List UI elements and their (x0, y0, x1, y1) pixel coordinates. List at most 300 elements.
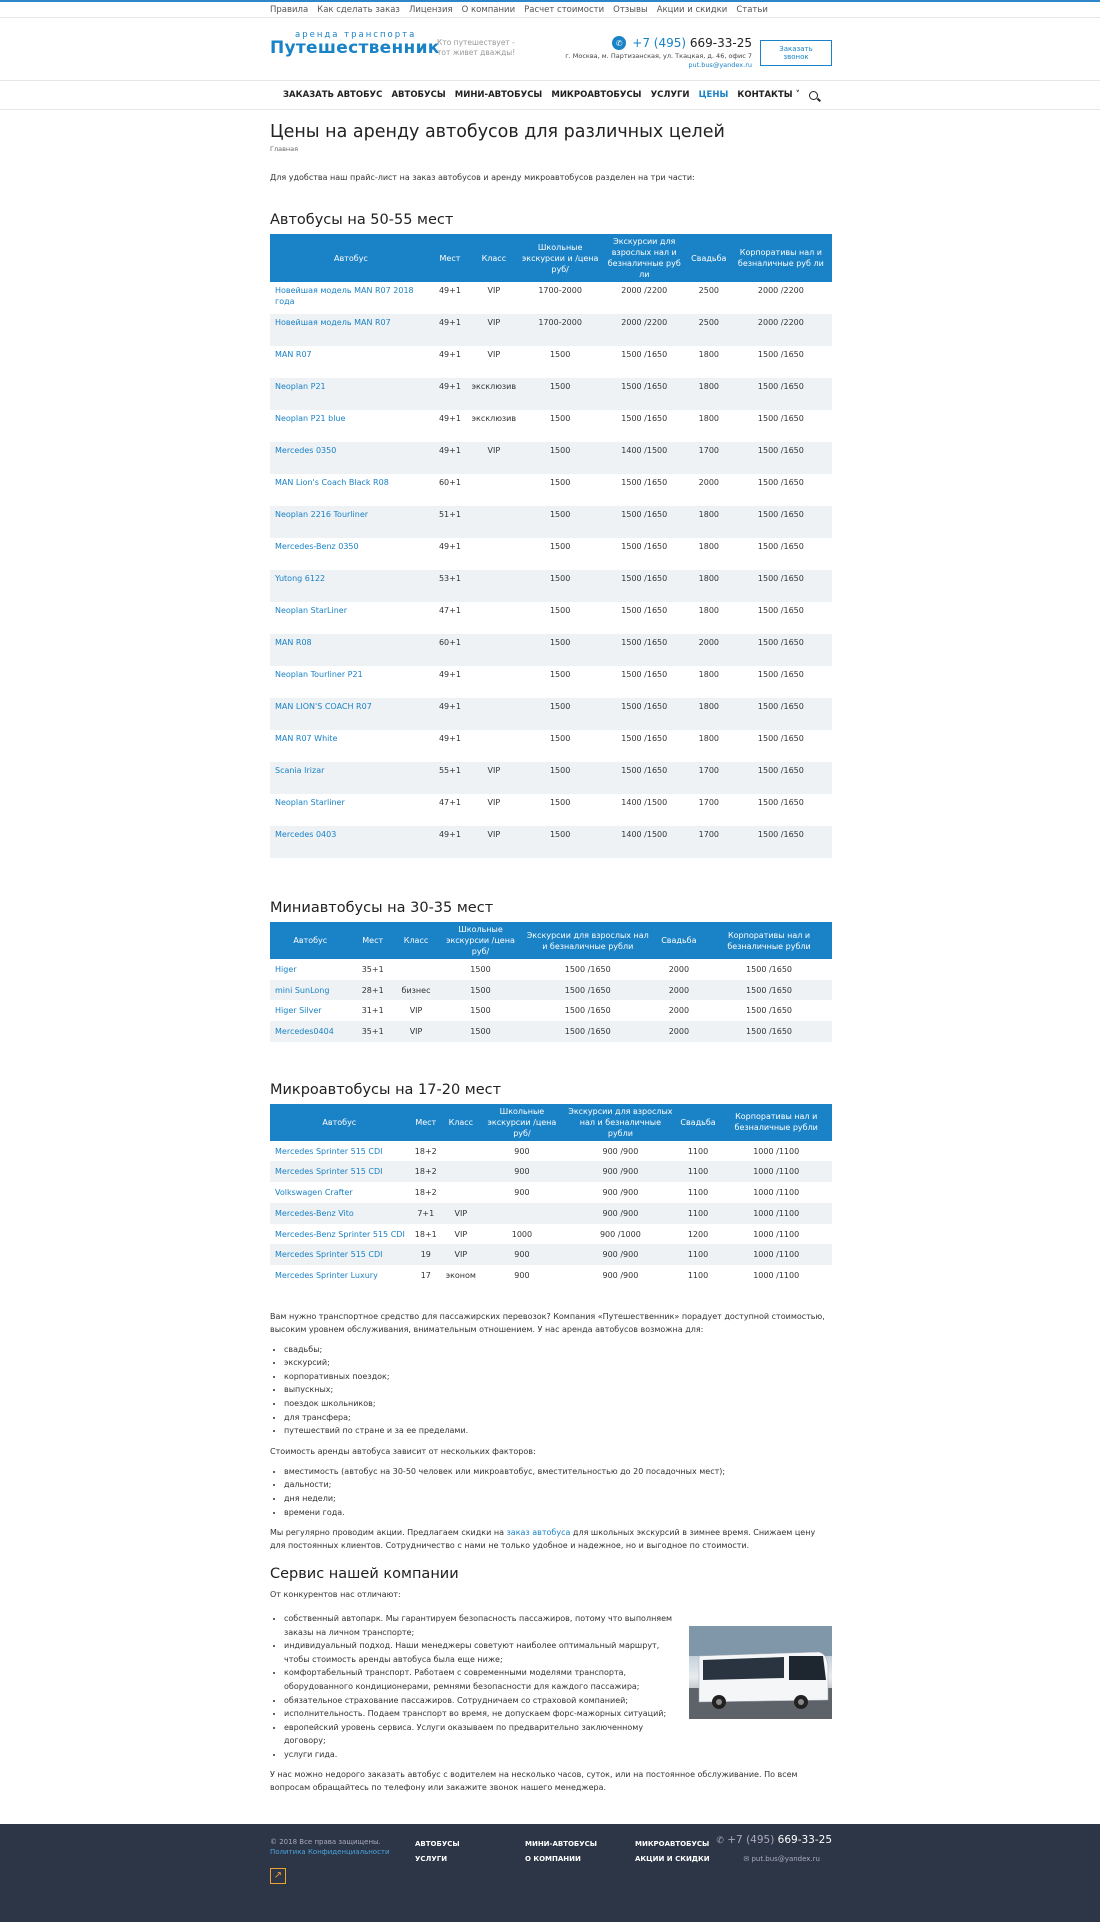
table-cell (270, 474, 432, 506)
table-cell (468, 474, 520, 506)
table-cell: 1500 /1650 (730, 826, 832, 858)
table-cell (468, 506, 520, 538)
top-link-license[interactable]: Лицензия (408, 4, 453, 15)
column-header: Корпоративы нал и безналичные рубли (706, 922, 832, 959)
list-item: • свадьбы; (284, 1343, 832, 1357)
table-cell: 49+1 (438, 414, 461, 423)
top-link-rules[interactable]: Правила (270, 4, 309, 15)
table-cell: VIP (468, 826, 520, 858)
table-cell: 1500 /1650 (601, 570, 688, 602)
vehicle-link[interactable]: Mercedes-Benz Sprinter 515 CDI (275, 1229, 405, 1239)
table-row (270, 826, 832, 858)
top-menu-bar (0, 2, 1100, 17)
table-cell: 1800 (688, 698, 730, 730)
table-cell: 1500 (470, 965, 491, 974)
table-cell: VIP (409, 1006, 423, 1016)
table-cell: 900 /900 (602, 1188, 639, 1198)
table-cell: 1500 /1650 (746, 965, 793, 974)
table-row (270, 346, 832, 378)
table-cell: 18+1 (414, 1229, 437, 1239)
vehicle-link[interactable]: MAN R07 (275, 350, 312, 359)
table-cell (270, 378, 432, 410)
table-cell: 1700 (698, 798, 719, 807)
table-cell: эконом (445, 1270, 476, 1280)
table-cell (270, 634, 432, 666)
table-cell: 1500 (549, 670, 571, 679)
top-link-promos[interactable]: Акции и скидки (656, 4, 728, 15)
column-header: Свадьба (676, 1104, 721, 1141)
footer-phone[interactable]: ✆ +7 (495) 669-33-25 (716, 1833, 832, 1846)
table-cell: 1000 /1100 (753, 1146, 800, 1156)
table-cell: 1500 /1650 (757, 542, 804, 551)
vehicle-link[interactable]: Volkswagen Crafter (275, 1188, 353, 1198)
table-cell (270, 698, 432, 730)
table-cell: 1800 (698, 670, 719, 679)
table-cell (270, 1182, 409, 1203)
table-cell (468, 538, 520, 570)
tbl-micro (270, 1104, 832, 1286)
table-cell (468, 666, 520, 698)
table-cell: 2500 (688, 314, 730, 346)
list-item: • вместимость (автобус на 30-50 человек или микроавтобус, вместительностью до 20 посадочных мест); (284, 1465, 832, 1479)
vehicle-link[interactable]: Mercedes Sprinter 515 CDI (275, 1250, 383, 1260)
table-cell: 1500 (520, 826, 601, 858)
table-row (270, 1161, 832, 1182)
top-link-calculation[interactable]: Расчет стоимости (524, 4, 605, 15)
table-cell: 1500 /1650 (757, 798, 804, 807)
table-cell: 1100 (676, 1161, 721, 1182)
table-cell: 1800 (688, 570, 730, 602)
list-item: • услуги гида. (284, 1748, 684, 1762)
table-row (270, 698, 832, 730)
table-cell: 1000 (511, 1229, 533, 1239)
vehicle-link[interactable]: Mercedes 0350 (275, 446, 337, 455)
table-cell (468, 634, 520, 666)
table-heading: Автобусы на 50-55 мест (270, 212, 454, 228)
table-cell: 2000 /2200 (601, 314, 688, 346)
table-cell: 900 /900 (565, 1203, 675, 1224)
table-cell: 2000 /2200 (757, 286, 804, 295)
table-cell: 28+1 (351, 980, 395, 1001)
column-header: Школьные экскурсии и /цена руб/ (520, 234, 601, 282)
breadcrumb[interactable]: Главная (270, 145, 299, 153)
table-row (270, 442, 832, 474)
table-cell: 1500 /1650 (524, 1021, 652, 1042)
list-item: • исполнительность. Подаем транспорт во время, не допускаем форс-мажорных ситуаций; (284, 1707, 684, 1721)
table-cell: 1800 (698, 414, 719, 423)
table-row (270, 538, 832, 570)
table-cell: 900 (514, 1188, 530, 1198)
table-cell: 1500 (549, 798, 571, 807)
column-header: Экскурсии для взрослых нал и безналичные руб ли (601, 234, 688, 282)
table-cell: 1500 (520, 762, 601, 794)
table-cell: 1500 /1650 (730, 762, 832, 794)
column-header: Свадьба (652, 922, 706, 959)
table-cell: 1500 /1650 (621, 414, 668, 423)
site-footer (0, 1824, 1100, 1922)
table-cell: 1500 /1650 (706, 1021, 832, 1042)
footer-link-promos[interactable]: АКЦИИ И СКИДКИ (635, 1854, 710, 1863)
table-cell: 1500 /1650 (757, 478, 804, 487)
vehicle-link[interactable]: Mercedes0404 (275, 1027, 334, 1037)
vehicle-link[interactable]: Mercedes Sprinter 515 CDI (275, 1146, 383, 1156)
table-cell: 1200 (687, 1229, 709, 1239)
table-cell: 1400 /1500 (621, 798, 668, 807)
table-cell: 900 /900 (602, 1270, 639, 1280)
vehicle-link[interactable]: Neoplan P21 (275, 382, 326, 391)
table-cell: 1500 (520, 506, 601, 538)
table-cell: 900 (479, 1161, 565, 1182)
site-header (270, 18, 832, 80)
nav-mini-buses[interactable]: МИНИ-АВТОБУСЫ (454, 90, 543, 100)
table-cell: 1800 (698, 542, 719, 551)
footer-email[interactable]: ✉ put.bus@yandex.ru (743, 1854, 820, 1863)
footer-link-about[interactable]: О КОМПАНИИ (525, 1854, 581, 1863)
vehicle-link[interactable]: MAN LION'S COACH R07 (275, 702, 372, 711)
table-cell: 35+1 (351, 1021, 395, 1042)
table-cell: 18+2 (414, 1146, 437, 1156)
footer-link-buses[interactable]: АВТОБУСЫ (415, 1839, 460, 1848)
table-cell: VIP (443, 1244, 479, 1265)
table-cell: 1800 (698, 606, 719, 615)
table-cell: VIP (468, 442, 520, 474)
table-cell: 17 (420, 1270, 431, 1280)
table-cell: 1500 /1650 (564, 1006, 611, 1016)
table-cell: 1500 /1650 (757, 734, 804, 743)
table-cell: 1500 /1650 (730, 698, 832, 730)
table-cell: VIP (487, 350, 501, 359)
advantages-list (284, 1612, 684, 1762)
table-row (270, 762, 832, 794)
nav-buses[interactable]: АВТОБУСЫ (391, 90, 446, 100)
table-cell: 1500 (549, 478, 571, 487)
top-link-how-to-order[interactable]: Как сделать заказ (317, 4, 400, 15)
table-cell: 2000 (668, 965, 690, 974)
column-header: Мест (351, 922, 395, 959)
vehicle-link[interactable]: Mercedes Sprinter 515 CDI (275, 1167, 383, 1177)
vehicle-link[interactable]: Neoplan Starliner (275, 798, 345, 807)
table-cell: 900 /900 (602, 1146, 639, 1156)
header-address: г. Москва, м. Партизанская, ул. Ткацкая, д. 46, офис 7 (565, 52, 752, 60)
main-content (270, 122, 832, 1794)
table-row (270, 378, 832, 410)
vehicle-link[interactable]: Scania Irizar (275, 766, 325, 775)
table-cell: 31+1 (361, 1006, 384, 1016)
vehicle-link[interactable]: Новейшая модель MAN R07 2018 года (275, 286, 414, 306)
vehicle-link[interactable]: MAN R07 White (275, 734, 338, 743)
footer-phone-icon: ✆ (716, 1835, 724, 1846)
main-nav (0, 80, 1100, 110)
top-link-reviews[interactable]: Отзывы (613, 4, 648, 15)
table-cell: 49+1 (432, 378, 468, 410)
table-cell: бизнес (395, 980, 437, 1001)
slogan: Кто путешествует - тот живет дважды! (437, 38, 516, 57)
table-heading: Миниавтобусы на 30-35 мест (270, 900, 494, 916)
table-row (270, 506, 832, 538)
list-item: • времени года. (284, 1506, 832, 1520)
footer-link-mini-buses[interactable]: МИНИ-АВТОБУСЫ (525, 1839, 598, 1848)
vehicle-link[interactable]: MAN Lion's Coach Black R08 (275, 478, 389, 487)
table-cell: 1500 /1650 (564, 965, 611, 974)
table-row (270, 730, 832, 762)
table-cell: VIP (487, 286, 501, 295)
header-phone[interactable]: +7 (495) 669-33-25 (632, 36, 752, 50)
table-cell: 1500 (520, 698, 601, 730)
table-cell (468, 730, 520, 762)
table-cell: 1500 (520, 634, 601, 666)
nav-services[interactable]: УСЛУГИ (650, 90, 690, 100)
table-cell: 900 /1000 (599, 1229, 641, 1239)
table-cell (270, 762, 432, 794)
table-cell: VIP (395, 1021, 437, 1042)
vehicle-link[interactable]: Mercedes-Benz 0350 (275, 542, 359, 551)
vehicle-link[interactable]: Mercedes-Benz Vito (275, 1208, 354, 1218)
list-item: • обязательное страхование пассажиров. Сотрудничаем со страховой компанией; (284, 1694, 684, 1708)
table-cell: 1700 (688, 826, 730, 858)
table-cell: 1500 (549, 734, 571, 743)
table-cell: 49+1 (432, 314, 468, 346)
table-cell: 1500 /1650 (621, 670, 668, 679)
list-item: • дня недели; (284, 1492, 832, 1506)
table-cell (270, 1141, 409, 1162)
table-cell (270, 1244, 409, 1265)
table-cell (270, 570, 432, 602)
table-cell: 1500 /1650 (621, 734, 668, 743)
header-email[interactable]: put.bus@yandex.ru (688, 61, 752, 69)
table-cell: 1400 /1500 (601, 442, 688, 474)
table-cell: 1500 /1650 (601, 698, 688, 730)
footer-link-services[interactable]: УСЛУГИ (415, 1854, 448, 1863)
table-cell: 1700 (688, 762, 730, 794)
bus-image (689, 1626, 832, 1719)
table-cell: 1500 /1650 (757, 414, 804, 423)
list-item: • поездок школьников; (284, 1397, 832, 1411)
table-cell (468, 570, 520, 602)
table-cell: 2000 (652, 980, 706, 1001)
table-cell (270, 1021, 351, 1042)
table-cell: 1500 (470, 1006, 491, 1016)
list-item: • экскурсий; (284, 1356, 832, 1370)
table-cell: 2000 /2200 (621, 286, 668, 295)
list-item: • индивидуальный подход. Наши менеджеры советуют наиболее оптимальный маршрут, чтобы стоимость аренды автобуса была еще ниже; (284, 1639, 684, 1666)
contact-block (565, 36, 752, 70)
vehicle-link[interactable]: mini SunLong (275, 985, 330, 995)
search-icon[interactable] (809, 91, 818, 100)
table-cell (270, 538, 432, 570)
table-row (270, 570, 832, 602)
table-row (270, 1224, 832, 1245)
nav-prices[interactable]: ЦЕНЫ (698, 90, 729, 100)
table-cell: 7+1 (409, 1203, 443, 1224)
column-header: Класс (443, 1104, 479, 1141)
table-cell: 1500 /1650 (730, 634, 832, 666)
table-cell: 1700 (688, 442, 730, 474)
table-cell: 1000 /1100 (720, 1244, 832, 1265)
table-cell: эксклюзив (468, 378, 520, 410)
logo-title: Путешественник (270, 38, 440, 58)
column-header: Школьные экскурсии /цена руб/ (437, 922, 524, 959)
table-cell: 1500 (520, 570, 601, 602)
vehicle-link[interactable]: Mercedes Sprinter Luxury (275, 1270, 378, 1280)
bus-photo (689, 1626, 832, 1719)
page-title: Цены на аренду автобусов для различных целей (270, 122, 725, 142)
table-cell: 1500 (437, 1021, 524, 1042)
vehicle-link[interactable]: Neoplan P21 blue (275, 414, 346, 423)
table-cell (270, 826, 432, 858)
top-link-articles[interactable]: Статьи (736, 4, 768, 15)
table-cell (270, 1161, 409, 1182)
nav-contacts[interactable]: КОНТАКТЫ ˅ (737, 90, 800, 100)
list-item: • дальности; (284, 1478, 832, 1492)
vehicle-link[interactable]: Higer (275, 965, 297, 974)
column-header: Автобус (270, 922, 351, 959)
table-cell: 1500 (437, 980, 524, 1001)
table-cell: 1100 (676, 1203, 721, 1224)
privacy-link[interactable]: Политика Конфиденциальности (270, 1847, 390, 1856)
table-cell: эксклюзив (471, 414, 517, 423)
vehicle-link[interactable]: MAN R08 (275, 638, 312, 647)
table-cell: 900 (479, 1244, 565, 1265)
table-cell: 1100 (687, 1146, 709, 1156)
table-row (270, 1182, 832, 1203)
site-logo[interactable] (270, 30, 440, 58)
vehicle-link[interactable]: Neoplan StarLiner (275, 606, 347, 615)
table-cell: 49+1 (438, 286, 461, 295)
table-cell: 2000 (688, 634, 730, 666)
column-header: Экскурсии для взрослых нал и безналичные рубли (565, 1104, 675, 1141)
table-cell (270, 410, 432, 442)
table-cell: 1000 /1100 (720, 1203, 832, 1224)
vehicle-link[interactable]: Neoplan Tourliner P21 (275, 670, 363, 679)
table-cell: 1500 /1650 (621, 350, 668, 359)
table-cell (479, 1203, 565, 1224)
table-cell: 1400 /1500 (601, 826, 688, 858)
uses-list (284, 1343, 832, 1438)
list-item: • европейский уровень сервиса. Услуги оказываем по предварительно заключенному договору; (284, 1721, 684, 1748)
mail-icon: ✉ (743, 1854, 750, 1863)
vehicle-link[interactable]: Higer Silver (275, 1006, 322, 1016)
table-cell: 1500 (549, 414, 571, 423)
order-bus-link[interactable]: заказ автобуса (506, 1528, 571, 1538)
table-row (270, 1141, 832, 1162)
table-cell: 1500 /1650 (706, 980, 832, 1001)
vehicle-link[interactable]: Mercedes 0403 (275, 830, 337, 839)
table-cell: 2000 (668, 1006, 690, 1016)
table-cell: 1500 /1650 (621, 542, 668, 551)
table-cell: 35+1 (361, 965, 384, 974)
table-cell: 2000 (698, 478, 719, 487)
nav-order-bus[interactable]: ЗАКАЗАТЬ АВТОБУС (283, 90, 383, 100)
table-row (270, 959, 832, 980)
table-cell: 900 (514, 1146, 530, 1156)
list-item: • выпускных; (284, 1383, 832, 1397)
table-cell (270, 282, 432, 314)
paragraph-3: Мы регулярно проводим акции. Предлагаем скидки на заказ автобуса для школьных экскурсий в зимнее время. Снижаем цену для постоянных клиентов. Сотрудничество с нами не только удобное и надежное, но и выгодное по стоимости. (270, 1528, 816, 1551)
table-cell: 1500 /1650 (730, 570, 832, 602)
table-cell: 1500 (549, 542, 571, 551)
table-cell: 1500 (549, 606, 571, 615)
table-cell: 1500 /1650 (621, 478, 668, 487)
column-header: Мест (409, 1104, 443, 1141)
paragraph-5: У нас можно недорого заказать автобус с водителем на несколько часов, суток, или на постоянное обслуживание. По всем вопросам обращайтесь по телефону или закажите звонок нашего менеджера. (270, 1769, 798, 1792)
footer-badge-icon[interactable]: ↗ (270, 1868, 286, 1884)
table-cell: 1700-2000 (520, 314, 601, 346)
vehicle-link[interactable]: Новейшая модель MAN R07 (275, 318, 391, 327)
paragraph-1: Вам нужно транспортное средство для пассажирских перевозок? Компания «Путешественник» порадует доступной стоимостью, высоким уровнем обслуживания, внимательным отношением. У нас аренда автобусов возможна для: (270, 1311, 825, 1334)
table-cell: 47+1 (438, 798, 461, 807)
table-row (270, 980, 832, 1001)
table-cell: 51+1 (432, 506, 468, 538)
top-link-about[interactable]: О компании (461, 4, 516, 15)
footer-col-2 (525, 1837, 597, 1867)
nav-micro-buses[interactable]: МИКРОАВТОБУСЫ (551, 90, 642, 100)
paragraph-2: Стоимость аренды автобуса зависит от нескольких факторов: (270, 1446, 536, 1456)
table-cell: VIP (487, 798, 501, 807)
footer-copyright: © 2018 Все права защищены. Политика Конфиденциальности (270, 1837, 390, 1856)
table-cell: VIP (468, 762, 520, 794)
table-cell: 1500 (520, 378, 601, 410)
column-header: Свадьба (688, 234, 730, 282)
table-cell (270, 959, 351, 980)
table-cell: 60+1 (432, 634, 468, 666)
column-header: Корпоративы нал и безналичные рубли (720, 1104, 832, 1141)
table-cell: 1800 (698, 350, 719, 359)
vehicle-link[interactable]: Yutong 6122 (275, 574, 326, 583)
logo-subtitle: аренда транспорта (295, 30, 417, 40)
table-cell: 49+1 (432, 442, 468, 474)
phone-icon: ✆ (612, 36, 626, 50)
table-cell (468, 698, 520, 730)
table-cell: 1100 (687, 1270, 709, 1280)
tbl-mini (270, 922, 832, 1042)
table-row (270, 1021, 832, 1042)
table-row (270, 282, 832, 314)
table-cell (270, 1265, 409, 1286)
table-cell: 1500 /1650 (757, 606, 804, 615)
vehicle-link[interactable]: Neoplan 2216 Tourliner (275, 510, 369, 519)
table-cell: 1500 /1650 (524, 980, 652, 1001)
table-cell: 1500 /1650 (601, 506, 688, 538)
table-cell: 1500 /1650 (730, 442, 832, 474)
table-row (270, 1203, 832, 1224)
table-cell: 1700-2000 (538, 286, 582, 295)
table-cell (443, 1182, 479, 1203)
table-cell (270, 794, 432, 826)
table-row (270, 1244, 832, 1265)
table-cell (270, 980, 351, 1001)
table-cell: VIP (443, 1203, 479, 1224)
table-cell: 55+1 (432, 762, 468, 794)
factors-list (284, 1465, 832, 1519)
paragraph-4: От конкурентов нас отличают: (270, 1590, 401, 1600)
intro-text: Для удобства наш прайс-лист на заказ автобусов и аренду микроавтобусов разделен на три части: (270, 173, 695, 182)
table-cell: 49+1 (438, 670, 461, 679)
footer-link-micro-buses[interactable]: МИКРОАВТОБУСЫ (635, 1839, 710, 1848)
table-row (270, 634, 832, 666)
table-cell: 1000 /1100 (753, 1270, 800, 1280)
list-item: • корпоративных поездок; (284, 1370, 832, 1384)
column-header: Автобус (270, 1104, 409, 1141)
table-cell: 1500 /1650 (757, 670, 804, 679)
content-text (270, 1310, 832, 1794)
table-row (270, 474, 832, 506)
table-cell: 49+1 (432, 826, 468, 858)
table-row (270, 410, 832, 442)
table-cell: 49+1 (438, 350, 461, 359)
table-cell (270, 1224, 409, 1245)
call-request-button[interactable]: Заказать звонок (760, 40, 832, 66)
price-tables (270, 212, 832, 1286)
